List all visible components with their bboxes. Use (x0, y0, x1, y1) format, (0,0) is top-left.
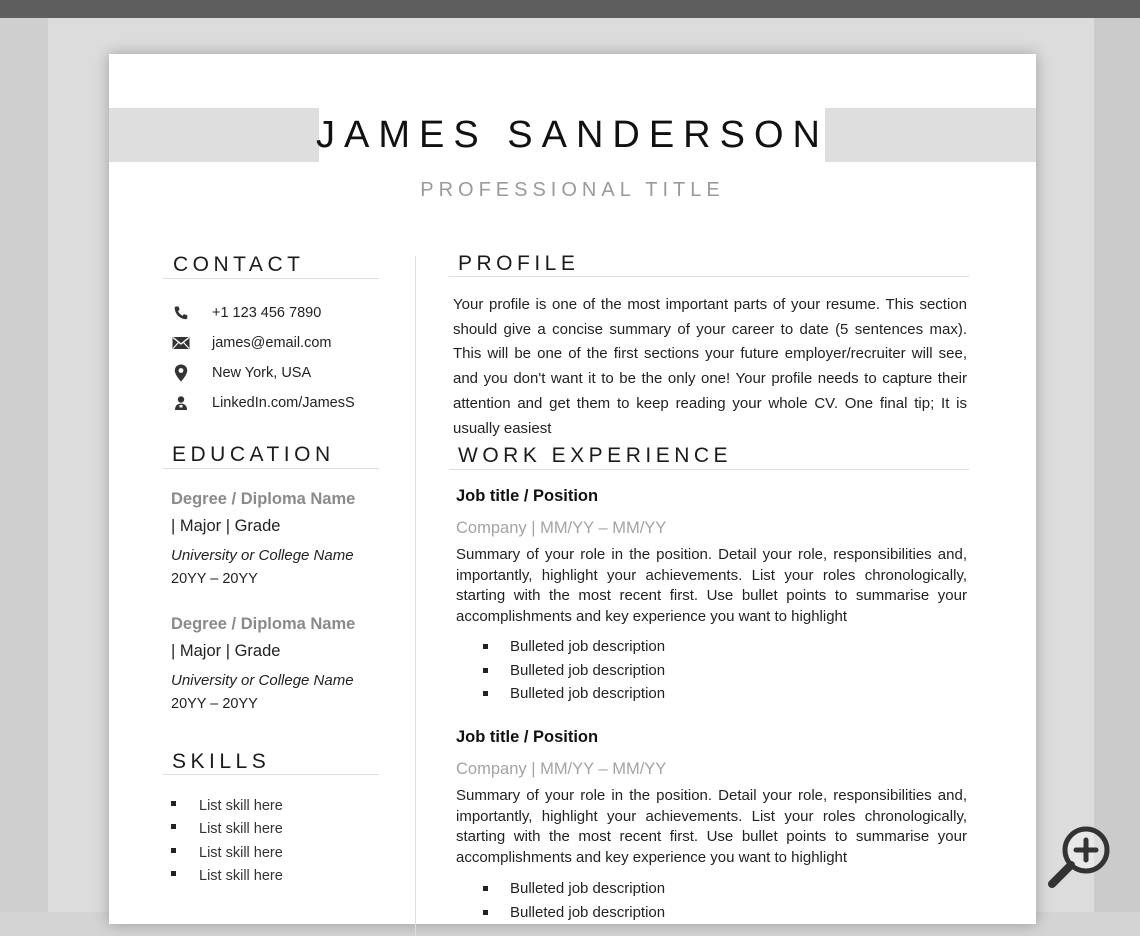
education-heading-rule (163, 468, 379, 469)
work-experience-heading: WORK EXPERIENCE (458, 444, 733, 467)
location-pin-icon (169, 363, 193, 383)
profile-summary: Your profile is one of the most important parts of your resume. This section should give a concise summary of your career to date (5 sentences max). This will be one of the first sections your future employer/recruiter will see, and you don't want it to be the only one! Your profile needs to capture their attention and get them to keep reading your whole CV. One final tip; It is usually easiest (453, 296, 967, 437)
skills-heading: SKILLS (172, 750, 271, 773)
job-title: Job title / Position (456, 487, 599, 505)
bullet-square-icon (483, 886, 488, 891)
bullet-square-icon (483, 644, 488, 649)
envelope-icon (169, 333, 193, 353)
job-bullet-text: Bulleted job description (510, 685, 666, 703)
bullet-square-icon (171, 871, 176, 876)
job-bullet-text: Bulleted job description (510, 661, 666, 679)
linkedin-url: LinkedIn.com/JamesS (212, 395, 355, 411)
contact-heading: CONTACT (173, 253, 305, 276)
email-address: james@email.com (212, 335, 332, 351)
work-experience-heading-rule (449, 469, 969, 470)
education-heading: EDUCATION (172, 443, 335, 466)
contact-location (169, 361, 311, 385)
job-summary: Summary of your role in the position. Detail your role, responsibilities and, importantly, highlight your achievements. List your roles chronologically, starting with the most recent first. Use bullet points to summarise your accomplishments and key experience you want to highlight (456, 546, 967, 625)
education-university: University or College Name (171, 672, 354, 689)
contact-linkedin (169, 391, 355, 415)
skill-text: List skill here (199, 797, 283, 814)
bullet-square-icon (171, 801, 176, 806)
education-years: 20YY – 20YY (171, 696, 258, 712)
job-company-dates: Company | MM/YY – MM/YY (456, 760, 667, 778)
education-major-grade: | Major | Grade (171, 642, 281, 660)
job-bullet-text: Bulleted job description (510, 880, 666, 898)
resume-page (109, 54, 1036, 924)
education-major-grade: | Major | Grade (171, 517, 281, 535)
job-title: Job title / Position (456, 728, 599, 746)
skill-item (171, 794, 283, 818)
backdrop-left (0, 18, 48, 912)
profile-heading-rule (449, 276, 969, 277)
skill-item (171, 841, 283, 865)
phone-icon (169, 303, 193, 323)
job-bullet-text: Bulleted job description (510, 638, 666, 656)
location: New York, USA (212, 365, 312, 381)
zoom-in-magnifier-icon[interactable] (1047, 823, 1113, 889)
bullet-square-icon (483, 910, 488, 915)
skills-list (171, 794, 283, 888)
skill-text: List skill here (199, 821, 283, 838)
job-bullet-item (483, 901, 665, 925)
skill-item (171, 865, 283, 889)
professional-title: PROFESSIONAL TITLE (420, 179, 725, 201)
job-bullets (483, 635, 665, 706)
contact-phone (169, 301, 321, 325)
job-bullet-item (483, 635, 665, 659)
job-bullet-item (483, 659, 665, 683)
backdrop-right (1094, 18, 1140, 912)
phone-number: +1 123 456 7890 (212, 305, 322, 321)
skills-heading-rule (163, 774, 379, 775)
job-bullet-text: Bulleted job description (510, 903, 666, 921)
job-bullet-item (483, 682, 665, 706)
profile-heading: PROFILE (458, 252, 580, 275)
education-degree: Degree / Diploma Name (171, 615, 356, 633)
job-summary: Summary of your role in the position. Detail your role, responsibilities and, importantly, highlight your achievements. List your roles chronologically, starting with the most recent first. Use bullet points to summarise your accomplishments and key experience you want to highlight (456, 787, 967, 866)
contact-heading-rule (163, 278, 379, 279)
bullet-square-icon (483, 691, 488, 696)
education-degree: Degree / Diploma Name (171, 490, 356, 508)
education-years: 20YY – 20YY (171, 571, 258, 587)
contact-email (169, 331, 331, 355)
top-bar (0, 0, 1140, 18)
job-bullets (483, 877, 665, 924)
education-university: University or College Name (171, 547, 354, 564)
bullet-square-icon (171, 824, 176, 829)
column-divider (415, 256, 416, 936)
bullet-square-icon (483, 668, 488, 673)
linkedin-person-icon (169, 393, 193, 413)
skill-text: List skill here (199, 844, 283, 861)
skill-item (171, 818, 283, 842)
job-company-dates: Company | MM/YY – MM/YY (456, 519, 667, 537)
job-bullet-item (483, 877, 665, 901)
bullet-square-icon (171, 848, 176, 853)
candidate-name: JAMES SANDERSON (316, 114, 829, 156)
skill-text: List skill here (199, 868, 283, 885)
